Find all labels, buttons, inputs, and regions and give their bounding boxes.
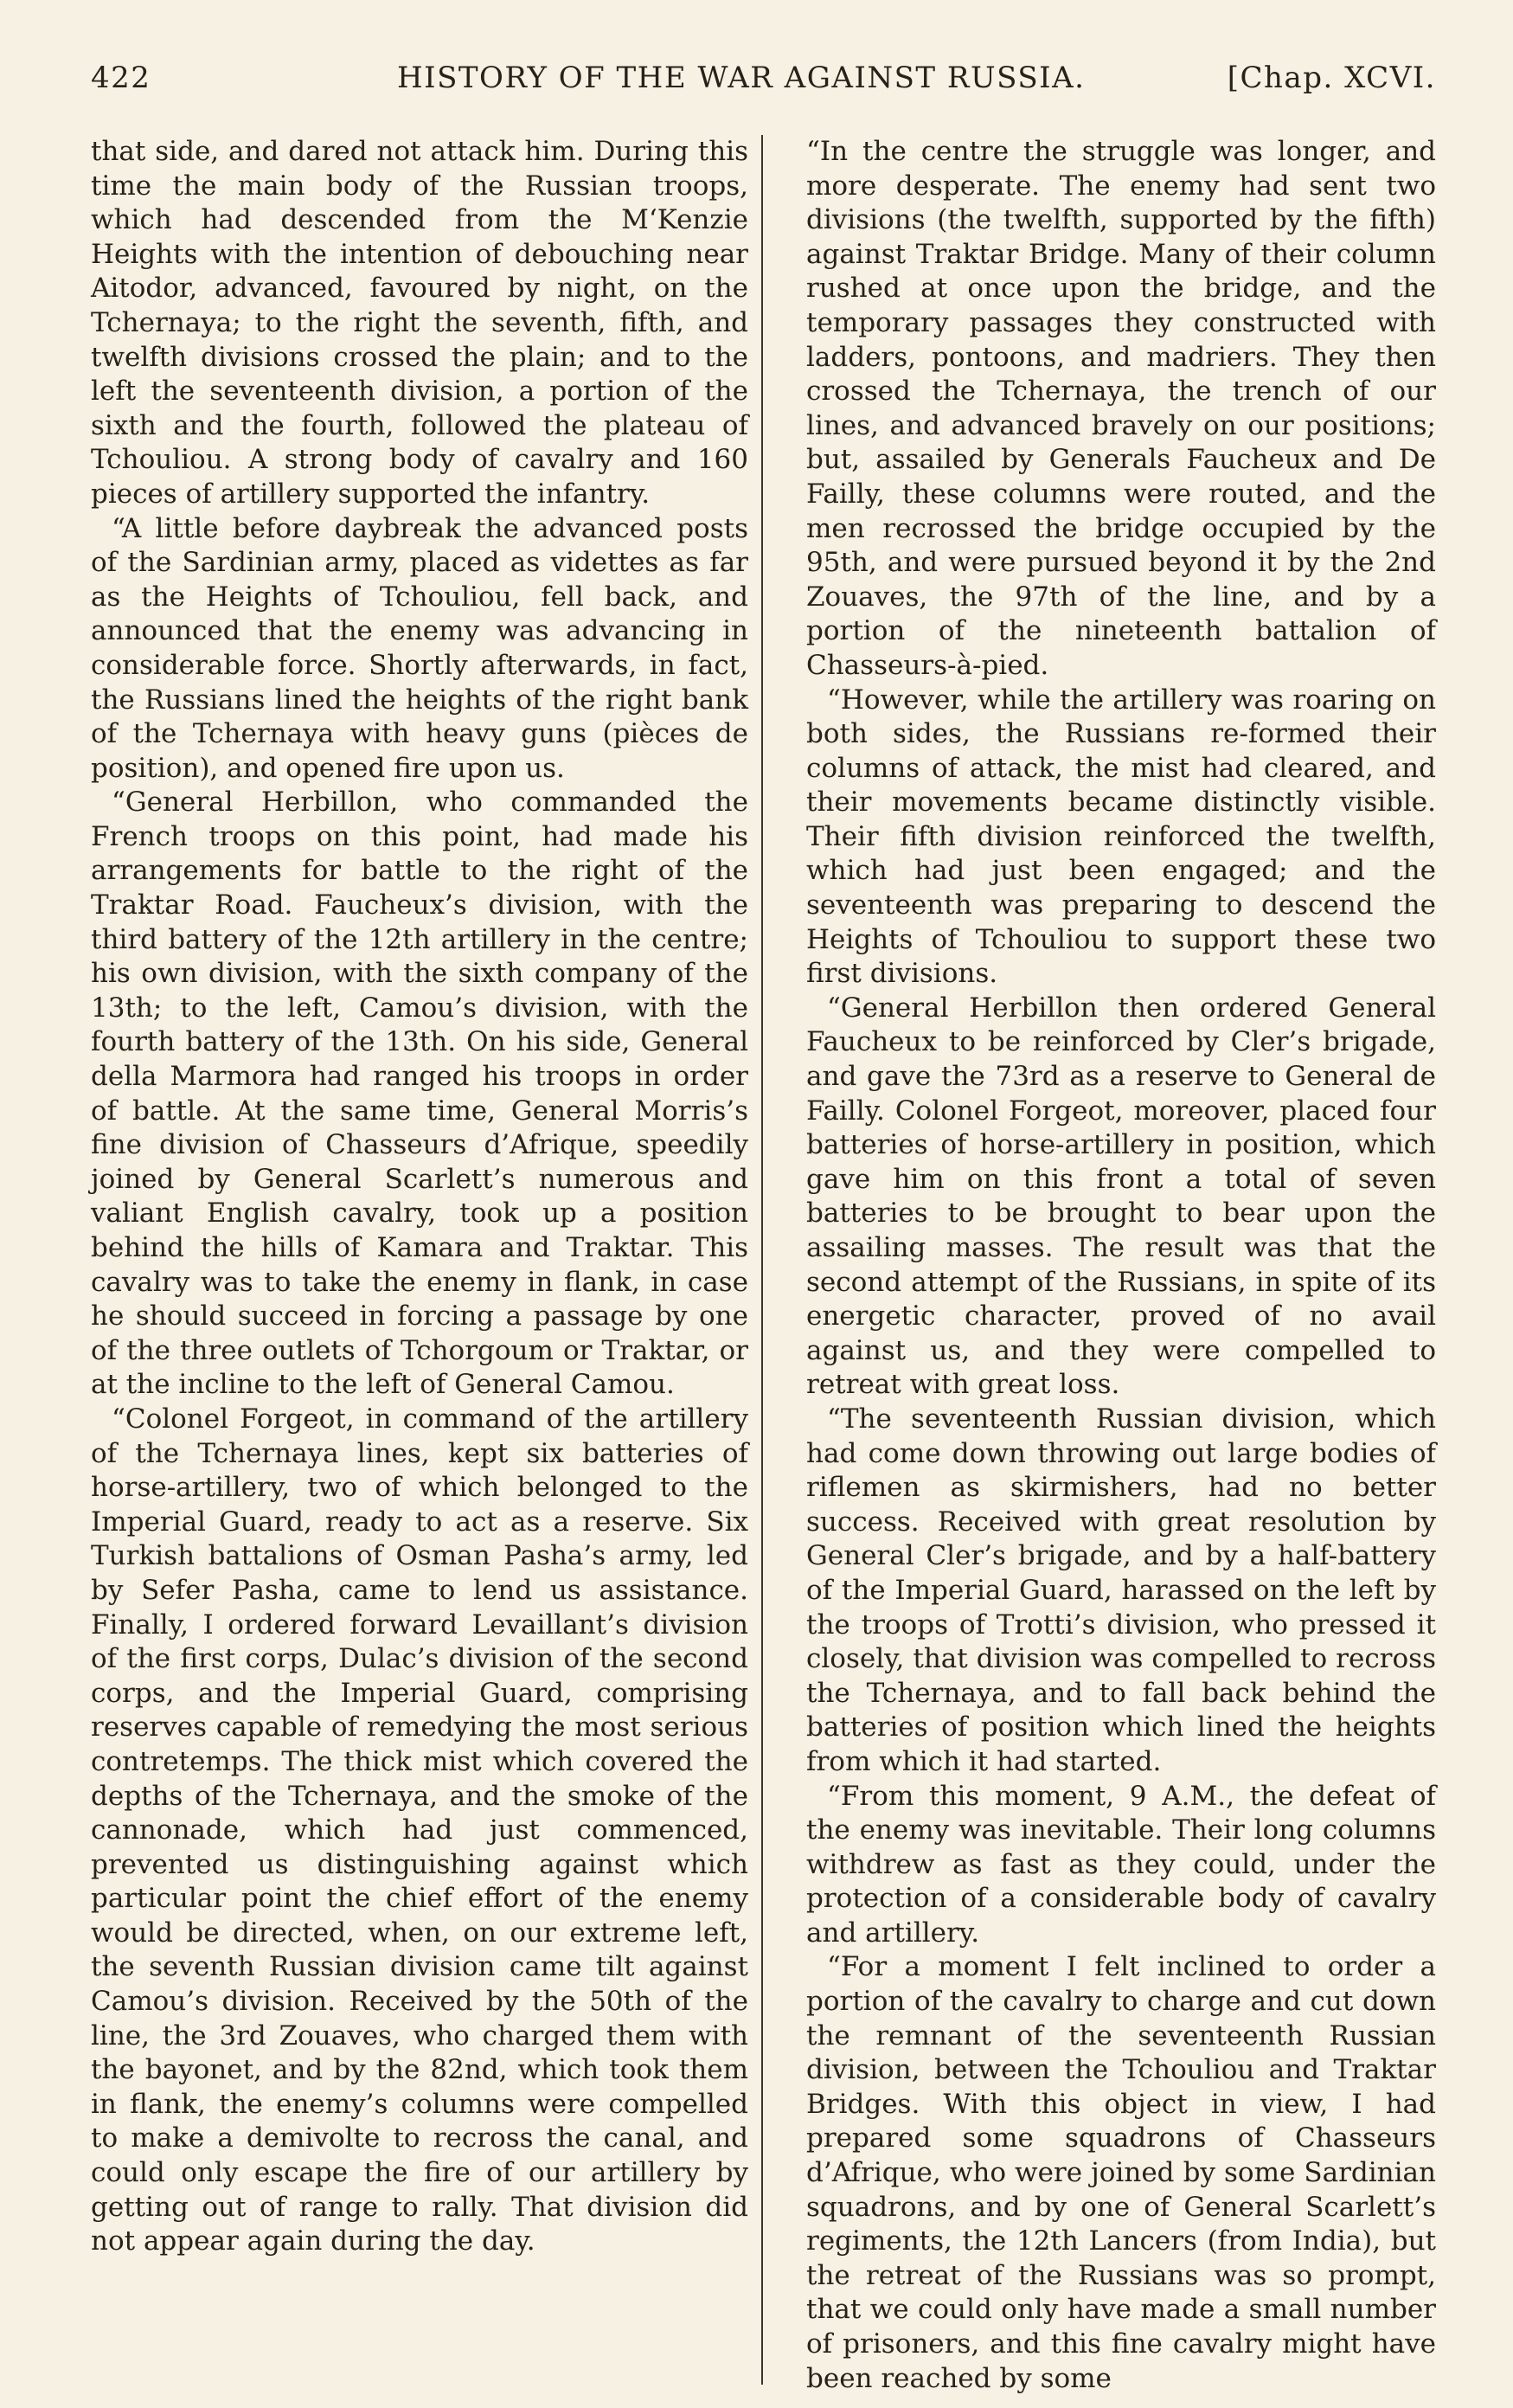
column-divider: [761, 135, 763, 2385]
paragraph: “General Herbillon then ordered General Faucheux to be reinforced by Cler’s brigade, and gave the 73rd as a reserve to General de Failly. Colonel Forgeot, moreover, placed four batteries of horse-artillery in position, which gave him on this front a total of seven batteries to be brought to bear upon the assailing masses. The result was that the second attempt of the Russians, in spite of its energetic character, proved of no avail against us, and they were compelled to retreat with great loss.: [806, 992, 1436, 1401]
right-column: [806, 135, 1436, 2396]
page-number: 422: [91, 61, 151, 95]
paragraph: “However, while the artillery was roaring on both sides, the Russians re-formed their columns of attack, the mist had cleared, and their movements became distinctly visible. Their fifth division reinforced the twelfth, which had just been engaged; and the seventeenth was preparing to descend the Heights of Tchouliou to support these two first divisions.: [806, 684, 1436, 990]
paragraph: “General Herbillon, who commanded the French troops on this point, had made his arrangements for battle to the right of the Traktar Road. Faucheux’s division, with the third battery of the 12th artillery in the centre; his own division, with the sixth company of the 13th; to the left, Camou’s division, with the fourth battery of the 13th. On his side, General della Marmora had ranged his troops in order of battle. At the same time, General Morris’s fine division of Chasseurs d’Afrique, speedily joined by General Scarlett’s numerous and valiant English cavalry, took up a position behind the hills of Kamara and Traktar. This cavalry was to take the enemy in flank, in case he should succeed in forcing a passage by one of the three outlets of Tchorgoum or Traktar, or at the incline to the left of General Camou.: [91, 787, 748, 1401]
paragraph: “The seventeenth Russian division, which had come down throwing out large bodies of riflemen as skirmishers, had no better success. Received with great resolution by General Cler’s brigade, and by a half-battery of the Imperial Guard, harassed on the left by the troops of Trotti’s division, who pressed it closely, that division was compelled to recross the Tchernaya, and to fall back behind the batteries of position which lined the heights from which it had started.: [806, 1403, 1436, 1777]
paragraph: “For a moment I felt inclined to order a portion of the cavalry to charge and cut down the remnant of the seventeenth Russian division, between the Tchouliou and Traktar Bridges. With this object in view, I had prepared some squadrons of Chasseurs d’Afrique, who were joined by some Sardinian squadrons, and by one of General Scarlett’s regiments, the 12th Lancers (from India), but the retreat of the Russians was so prompt, that we could only have made a small number of prisoners, and this fine cavalry might have been reached by some: [806, 1951, 1436, 2394]
paragraph: “From this moment, 9 A.M., the defeat of the enemy was inevitable. Their long columns withdrew as fast as they could, under the protection of a considerable body of cavalry and artillery.: [806, 1780, 1436, 1949]
paragraph: “A little before daybreak the advanced posts of the Sardinian army, placed as videttes as far as the Heights of Tchouliou, fell back, and announced that the enemy was advancing in considerable force. Shortly afterwards, in fact, the Russians lined the heights of the right bank of the Tchernaya with heavy guns (pièces de position), and opened fire upon us.: [91, 512, 748, 784]
paragraph: “In the centre the struggle was longer, and more desperate. The enemy had sent two divisions (the twelfth, supported by the fifth) against Traktar Bridge. Many of their column rushed at once upon the bridge, and the temporary passages they constructed with ladders, pontoons, and madriers. They then crossed the Tchernaya, the trench of our lines, and advanced bravely on our positions; but, assailed by Generals Faucheux and De Failly, these columns were routed, and the men recrossed the bridge occupied by the 95th, and were pursued beyond it by the 2nd Zouaves, the 97th of the line, and by a portion of the nineteenth battalion of Chasseurs-à-pied.: [806, 136, 1436, 681]
paragraph: “Colonel Forgeot, in command of the artillery of the Tchernaya lines, kept six batteries of horse-artillery, two of which belonged to the Imperial Guard, ready to act as a reserve. Six Turkish battalions of Osman Pasha’s army, led by Sefer Pasha, came to lend us assistance. Finally, I ordered forward Levaillant’s division of the first corps, Dulac’s division of the second corps, and the Imperial Guard, comprising reserves capable of remedying the most serious contretemps. The thick mist which covered the depths of the Tchernaya, and the smoke of the cannonade, which had just commenced, prevented us distinguishing against which particular point the chief effort of the enemy would be directed, when, on our extreme left, the seventh Russian division came tilt against Camou’s division. Received by the 50th of the line, the 3rd Zouaves, who charged them with the bayonet, and by the 82nd, which took them in flank, the enemy’s columns were compelled to make a demivolte to recross the canal, and could only escape the fire of our artillery by getting out of range to rally. That division did not appear again during the day.: [91, 1403, 748, 2257]
running-title: HISTORY OF THE WAR AGAINST RUSSIA.: [397, 61, 1086, 95]
paragraph: that side, and dared not attack him. During this time the main body of the Russian troops, which had descended from the M‘Kenzie Heights with the intention of debouching near Aitodor, advanced, favoured by night, on the Tchernaya; to the right the seventh, fifth, and twelfth divisions crossed the plain; and to the left the seventeenth division, a portion of the sixth and the fourth, followed the plateau of Tchouliou. A strong body of cavalry and 160 pieces of artillery supported the infantry.: [91, 136, 748, 510]
left-column: [91, 135, 748, 2259]
chapter-label: [Chap. XCVI.: [1227, 61, 1436, 95]
running-header: [91, 61, 1436, 116]
